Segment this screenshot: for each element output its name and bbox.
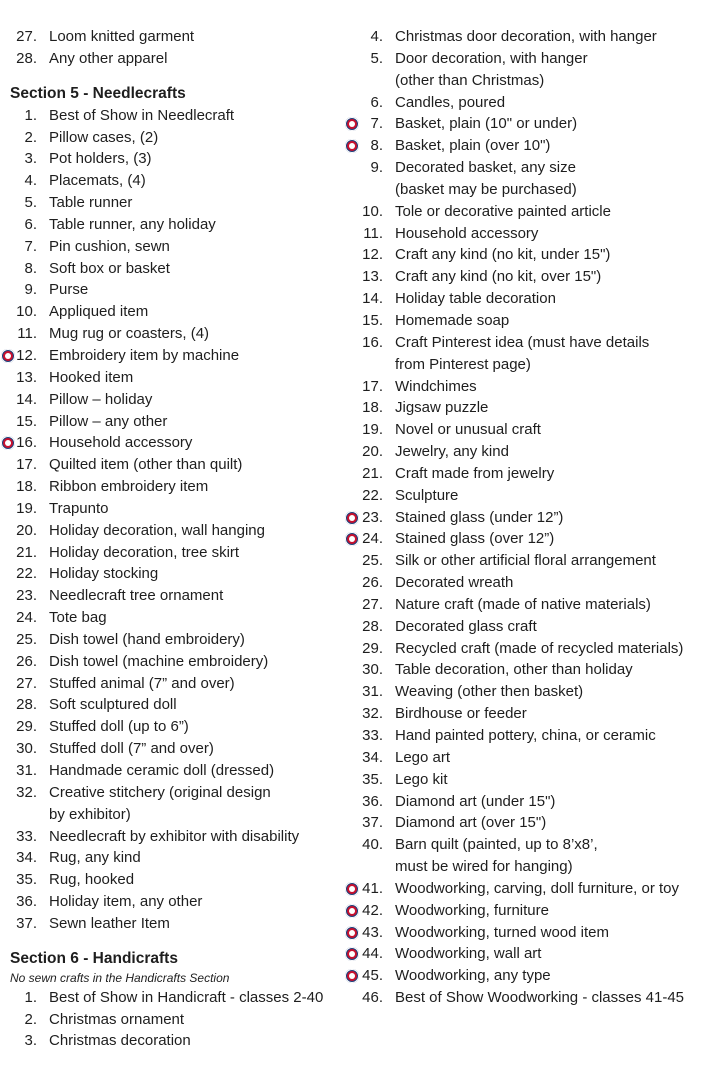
class-label: Needlecraft tree ornament (49, 587, 224, 605)
class-label: Best of Show in Handicraft - classes 2-40 (49, 988, 324, 1006)
list-item (345, 528, 722, 550)
class-number: 41. (362, 879, 383, 897)
class-number: 12. (362, 246, 383, 264)
class-label: Jewelry, any kind (395, 443, 509, 461)
class-number: 18. (16, 478, 37, 496)
class-number: 25. (362, 552, 383, 570)
list-item (345, 92, 722, 114)
class-label: Basket, plain (over 10") (395, 137, 551, 155)
spacer (0, 935, 345, 948)
class-number: 33. (16, 827, 37, 845)
list-item (345, 113, 722, 135)
list-item (0, 148, 345, 170)
class-number: 37. (16, 914, 37, 932)
list-item-continuation (345, 354, 722, 376)
class-label: Creative stitchery (original design (49, 783, 271, 801)
list-item (0, 476, 345, 498)
class-number: 4. (370, 28, 383, 45)
list-item (345, 638, 722, 660)
list-item (0, 192, 345, 214)
class-number: 28. (16, 49, 37, 67)
class-label: Hand painted pottery, china, or ceramic (395, 727, 656, 744)
class-label: Basket, plain (10" or under) (395, 115, 578, 133)
section-6-heading: Section 6 - Handicrafts (10, 949, 178, 967)
class-number: 27. (16, 28, 37, 45)
class-number: 22. (362, 486, 383, 504)
list-item (345, 616, 722, 638)
list-item (345, 201, 722, 223)
class-number: 23. (16, 587, 37, 605)
class-number: 1. (24, 106, 37, 124)
class-number: 24. (362, 530, 383, 548)
list-item (345, 791, 722, 813)
class-label: Stained glass (under 12”) (395, 508, 564, 526)
class-number: 31. (16, 762, 37, 779)
class-number: 13. (16, 368, 37, 386)
class-label: Lego art (395, 748, 451, 766)
class-number: 30. (16, 740, 37, 758)
list-item (0, 48, 345, 70)
section-5-list (0, 105, 345, 935)
right-column (345, 26, 722, 1009)
apparel-list-continued (0, 26, 345, 70)
class-number: 34. (362, 748, 383, 766)
class-label-continued: by exhibitor) (49, 805, 131, 823)
class-label: Woodworking, any type (395, 967, 551, 985)
class-number: 35. (16, 871, 37, 889)
class-label: Loom knitted garment (49, 28, 195, 45)
list-item (0, 760, 345, 782)
class-label: Nature craft (made of native materials) (395, 595, 651, 613)
class-label: Woodworking, furniture (395, 901, 549, 919)
class-label: Ribbon embroidery item (49, 478, 209, 496)
class-number: 25. (16, 630, 37, 648)
list-item (0, 869, 345, 891)
section-6-list-continued (345, 26, 722, 1009)
class-label: Novel or unusual craft (395, 421, 541, 439)
class-label: Tote bag (49, 609, 107, 627)
class-number: 16. (362, 333, 383, 351)
class-label: Quilted item (other than quilt) (49, 456, 243, 474)
class-number: 27. (16, 674, 37, 692)
class-label: Woodworking, turned wood item (395, 923, 609, 941)
class-label: Dish towel (machine embroidery) (49, 652, 269, 670)
class-label: Rug, any kind (49, 849, 141, 867)
list-item (0, 542, 345, 564)
class-number: 11. (363, 224, 383, 242)
class-number: 40. (362, 836, 383, 854)
class-label: Sculpture (395, 486, 459, 504)
class-number: 9. (24, 281, 37, 299)
list-item (0, 323, 345, 345)
list-item (0, 629, 345, 651)
class-label: Recycled craft (made of recycled materials) (395, 639, 684, 657)
class-number: 32. (16, 783, 37, 801)
class-number: 29. (16, 718, 37, 736)
class-label: Table runner (49, 194, 133, 212)
class-number: 27. (362, 595, 383, 613)
class-label: Christmas door decoration, with hanger (395, 28, 657, 45)
left-column (0, 26, 345, 1052)
class-label: Woodworking, wall art (395, 945, 542, 963)
class-label: Hooked item (49, 368, 134, 386)
class-label: Weaving (other then basket) (395, 683, 584, 701)
list-item (345, 135, 722, 157)
list-item (0, 498, 345, 520)
class-label: Pot holders, (3) (49, 150, 152, 168)
class-number: 13. (362, 268, 383, 286)
class-number: 15. (16, 412, 37, 430)
list-item (0, 170, 345, 192)
class-label: Sewn leather Item (49, 914, 170, 932)
list-item (345, 812, 722, 834)
class-label: Craft any kind (no kit, over 15") (395, 268, 602, 286)
class-number: 37. (362, 814, 383, 832)
list-item (0, 236, 345, 258)
class-number: 21. (362, 464, 383, 482)
list-item (345, 441, 722, 463)
class-label: Stuffed doll (7” and over) (49, 740, 214, 758)
class-label: Embroidery item by machine (49, 346, 240, 364)
class-label: Stuffed doll (up to 6”) (49, 718, 189, 736)
class-number: 7. (24, 237, 37, 255)
list-item (345, 900, 722, 922)
class-label: Needlecraft by exhibitor with disability (49, 827, 300, 845)
list-item (345, 965, 722, 987)
section-5-heading: Section 5 - Needlecrafts (10, 84, 186, 102)
list-item (0, 563, 345, 585)
class-number: 14. (16, 390, 37, 408)
class-number: 35. (362, 770, 383, 788)
class-number: 26. (362, 574, 383, 592)
list-item (0, 847, 345, 869)
list-item (345, 244, 722, 266)
class-number: 9. (370, 159, 383, 177)
class-number: 15. (362, 311, 383, 329)
list-item (345, 332, 722, 354)
class-label: Purse (49, 281, 89, 299)
class-label: Craft any kind (no kit, under 15") (395, 246, 611, 264)
list-item (0, 214, 345, 236)
list-item (0, 891, 345, 913)
class-label-continued: (basket may be purchased) (395, 180, 577, 198)
list-item (345, 572, 722, 594)
list-item-continuation (0, 804, 345, 826)
list-item (0, 367, 345, 389)
class-label: Craft made from jewelry (395, 464, 555, 482)
class-number: 20. (362, 443, 383, 461)
class-label: Household accessory (395, 224, 539, 242)
class-number: 5. (370, 49, 383, 67)
class-number: 12. (16, 346, 37, 364)
list-item (0, 651, 345, 673)
class-label: Soft box or basket (49, 259, 170, 277)
class-label: Pin cushion, sewn (49, 237, 170, 255)
class-label: Birdhouse or feeder (395, 705, 527, 723)
class-number: 19. (362, 421, 383, 439)
list-item (345, 834, 722, 856)
class-label: Holiday stocking (49, 565, 159, 583)
list-item (345, 769, 722, 791)
class-label: Table runner, any holiday (49, 215, 216, 233)
list-item (0, 607, 345, 629)
class-number: 17. (362, 377, 383, 395)
class-label: Best of Show Woodworking - classes 41-45 (395, 989, 685, 1007)
class-number: 8. (370, 137, 383, 155)
list-item (345, 288, 722, 310)
list-item (345, 223, 722, 245)
section-6-list (0, 987, 345, 1053)
class-label: Appliqued item (49, 303, 149, 321)
class-label: Holiday item, any other (49, 893, 203, 911)
class-label: Any other apparel (49, 49, 168, 67)
class-label: Craft Pinterest idea (must have details (395, 333, 650, 351)
class-number: 23. (362, 508, 383, 526)
list-item (0, 826, 345, 848)
class-number: 17. (16, 456, 37, 474)
class-number: 3. (24, 150, 37, 168)
list-item (0, 987, 345, 1009)
list-item (345, 48, 722, 70)
class-label: Tole or decorative painted article (395, 202, 611, 220)
list-item (0, 454, 345, 476)
class-number: 28. (16, 696, 37, 714)
list-item (345, 725, 722, 747)
class-number: 6. (370, 93, 383, 111)
list-item (345, 922, 722, 944)
class-label: Homemade soap (395, 311, 510, 329)
list-item (0, 345, 345, 367)
list-item (0, 389, 345, 411)
class-number: 34. (16, 849, 37, 867)
list-item (345, 463, 722, 485)
class-number: 24. (16, 609, 37, 627)
class-label: Household accessory (49, 434, 193, 452)
list-item (345, 26, 722, 48)
class-number: 18. (362, 399, 383, 417)
list-item (345, 485, 722, 507)
class-label: Diamond art (over 15") (395, 814, 547, 832)
class-label: Placemats, (4) (49, 172, 146, 190)
class-number: 28. (362, 617, 383, 635)
class-number: 46. (362, 989, 383, 1007)
list-item (0, 738, 345, 760)
class-number: 19. (16, 499, 37, 517)
class-number: 10. (16, 303, 37, 321)
class-label: Lego kit (395, 770, 448, 788)
class-label: Jigsaw puzzle (395, 399, 489, 417)
list-item (0, 716, 345, 738)
class-number: 6. (24, 215, 37, 233)
class-label: Barn quilt (painted, up to 8’x8’, (395, 836, 598, 854)
class-label: Decorated wreath (395, 574, 514, 592)
class-label: Trapunto (49, 499, 109, 517)
list-item-continuation (345, 179, 722, 201)
class-number: 26. (16, 652, 37, 670)
list-item (345, 397, 722, 419)
class-number: 44. (362, 945, 383, 963)
class-number: 36. (16, 893, 37, 911)
list-item (0, 782, 345, 804)
list-item (345, 747, 722, 769)
list-item (0, 127, 345, 149)
list-item (0, 26, 345, 48)
class-label: Handmade ceramic doll (dressed) (49, 762, 275, 779)
class-number: 2. (24, 1010, 37, 1028)
class-label: Pillow – holiday (49, 390, 153, 408)
class-number: 1. (24, 988, 37, 1006)
class-label: Soft sculptured doll (49, 696, 177, 714)
list-item (345, 550, 722, 572)
list-item (345, 266, 722, 288)
list-item (0, 258, 345, 280)
list-item (345, 594, 722, 616)
class-label: Best of Show in Needlecraft (49, 106, 235, 124)
list-item (345, 703, 722, 725)
class-label-continued: from Pinterest page) (395, 355, 531, 373)
list-item-continuation (345, 70, 722, 92)
class-label: Stained glass (over 12”) (395, 530, 555, 548)
class-number: 36. (362, 792, 383, 810)
class-number: 30. (362, 661, 383, 679)
list-item (345, 507, 722, 529)
list-item (0, 105, 345, 127)
class-label-continued: must be wired for hanging) (395, 858, 573, 876)
class-label: Holiday table decoration (395, 290, 556, 308)
list-item (345, 659, 722, 681)
list-item (345, 419, 722, 441)
spacer (0, 70, 345, 83)
class-label: Door decoration, with hanger (395, 49, 588, 67)
class-number: 2. (24, 128, 37, 146)
class-number: 45. (362, 967, 383, 985)
list-item (0, 585, 345, 607)
class-number: 16. (16, 434, 37, 452)
list-item (0, 694, 345, 716)
class-number: 10. (362, 202, 383, 220)
class-label-continued: (other than Christmas) (395, 71, 545, 89)
class-label: Stuffed animal (7” and over) (49, 674, 235, 692)
class-label: Mug rug or coasters, (4) (49, 325, 210, 343)
class-number: 31. (362, 683, 383, 701)
class-label: Rug, hooked (49, 871, 135, 889)
class-label: Windchimes (395, 377, 477, 395)
class-number: 14. (362, 290, 383, 308)
class-number: 21. (16, 543, 37, 561)
section-6-note: No sewn crafts in the Handicrafts Section (10, 970, 230, 985)
list-item (0, 411, 345, 433)
list-item (345, 157, 722, 179)
list-item (0, 913, 345, 935)
class-number: 8. (24, 259, 37, 277)
class-label: Pillow – any other (49, 412, 168, 430)
list-item (0, 1009, 345, 1031)
class-number: 7. (370, 115, 383, 133)
class-label: Holiday decoration, wall hanging (49, 521, 265, 539)
class-label: Diamond art (under 15") (395, 792, 556, 810)
class-label: Pillow cases, (2) (49, 128, 159, 146)
class-number: 11. (17, 325, 37, 343)
list-item (0, 1030, 345, 1052)
list-item (0, 432, 345, 454)
class-number: 33. (362, 727, 383, 744)
class-number: 5. (24, 194, 37, 212)
class-number: 3. (24, 1032, 37, 1050)
class-label: Candles, poured (395, 93, 506, 111)
class-label: Woodworking, carving, doll furniture, or toy (395, 879, 680, 897)
class-number: 42. (362, 901, 383, 919)
class-label: Silk or other artificial floral arrangement (395, 552, 656, 570)
class-label: Table decoration, other than holiday (395, 661, 633, 679)
list-item (345, 681, 722, 703)
list-item (0, 673, 345, 695)
class-number: 43. (362, 923, 383, 941)
class-label: Christmas decoration (49, 1032, 191, 1050)
class-label: Holiday decoration, tree skirt (49, 543, 240, 561)
list-item (345, 987, 722, 1009)
list-item (0, 279, 345, 301)
list-item (345, 943, 722, 965)
list-item (345, 878, 722, 900)
class-label: Decorated basket, any size (395, 159, 576, 177)
class-number: 32. (362, 705, 383, 723)
list-item (0, 520, 345, 542)
list-item (345, 310, 722, 332)
class-label: Dish towel (hand embroidery) (49, 630, 245, 648)
class-number: 4. (24, 172, 37, 190)
class-label: Decorated glass craft (395, 617, 537, 635)
class-number: 29. (362, 639, 383, 657)
list-item-continuation (345, 856, 722, 878)
list-item (345, 376, 722, 398)
class-label: Christmas ornament (49, 1010, 185, 1028)
list-item (0, 301, 345, 323)
class-number: 22. (16, 565, 37, 583)
class-number: 20. (16, 521, 37, 539)
